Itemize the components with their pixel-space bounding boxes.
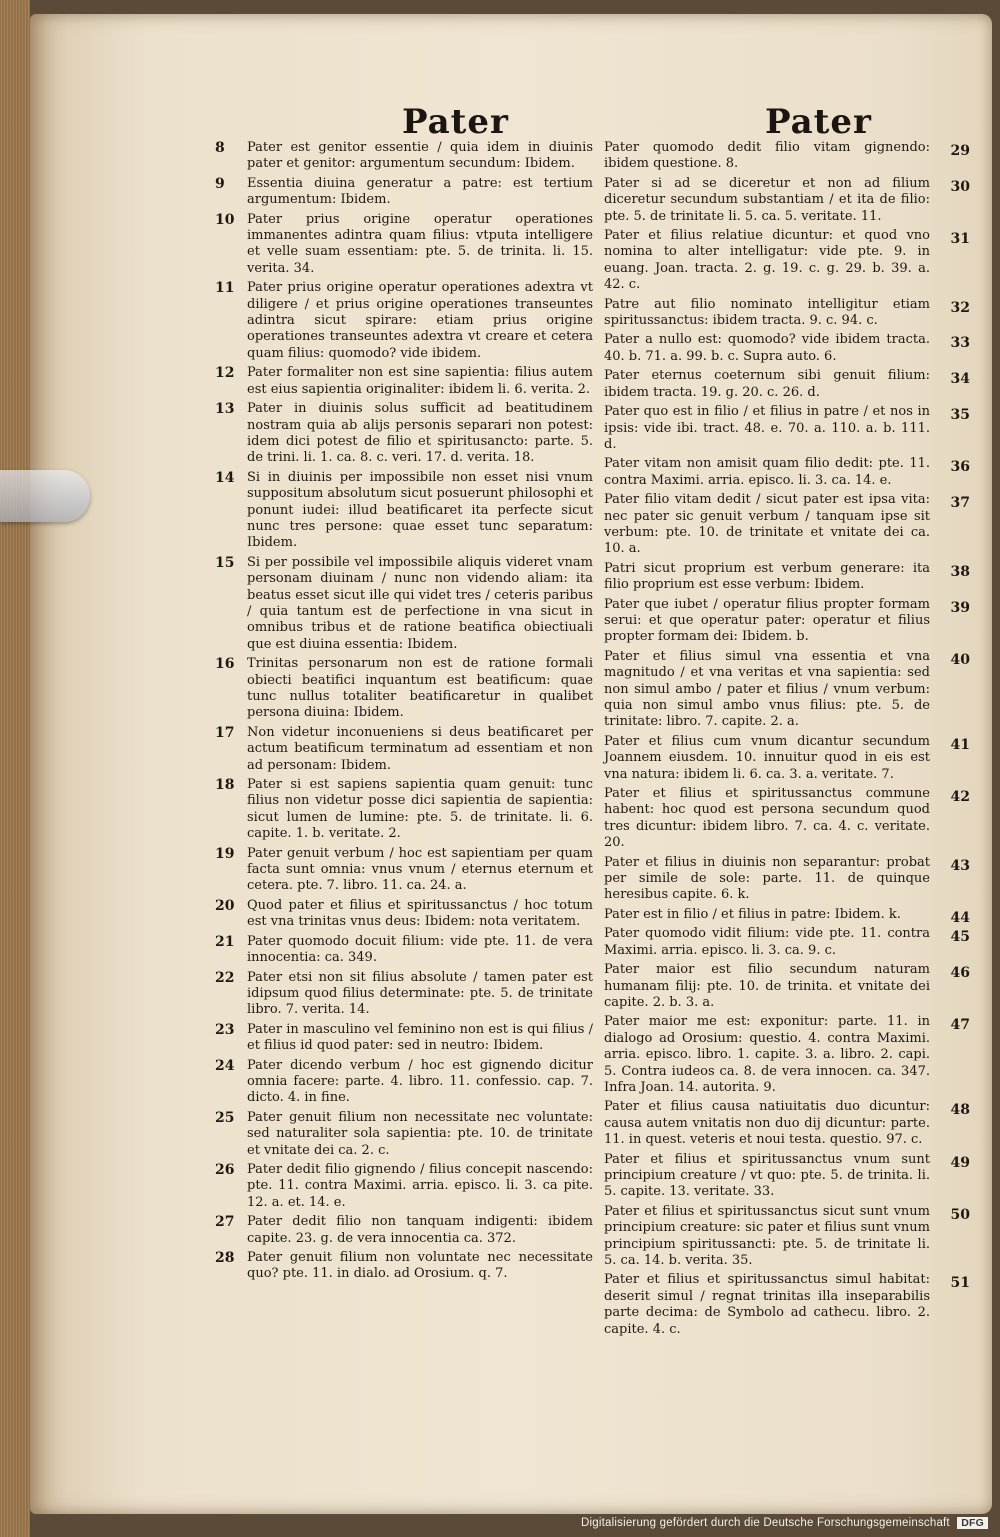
entry-number: 27 bbox=[215, 1214, 235, 1231]
entry-number: 21 bbox=[215, 933, 235, 950]
entry-text: Pater que iubet / operatur filius propter formam serui: et que operatur pater: operatur et filius propter formam dei: Ibidem. b. bbox=[604, 596, 930, 645]
entry-number: 49 bbox=[950, 1154, 970, 1171]
entry-text: Pater est in filio / et filius in patre: Ibidem. k. bbox=[604, 906, 901, 922]
index-entry bbox=[215, 656, 593, 722]
index-entry bbox=[215, 1022, 593, 1055]
entry-text: Pater et filius causa natiuitatis duo dicuntur: causa autem vnitatis non duo dij dicuntur: parte. 11. in quest. veteris et noui testa. questio. 97. c. bbox=[604, 1099, 930, 1148]
index-entry bbox=[600, 456, 970, 489]
index-entry bbox=[600, 1152, 970, 1201]
entry-number: 44 bbox=[950, 909, 970, 926]
entry-text: Pater quomodo docuit filium: vide pte. 11. de vera innocentia: ca. 349. bbox=[247, 933, 593, 966]
index-entry bbox=[215, 212, 593, 278]
entry-text: Non videtur inconueniens si deus beatificaret per actum beatificum terminatum ad essentiam et non ad personam: Ibidem. bbox=[247, 724, 593, 773]
entry-number: 32 bbox=[950, 299, 970, 316]
entry-number: 51 bbox=[950, 1275, 970, 1292]
entry-text: Pater et filius in diuinis non separantur: probat per simile de sole: parte. 11. de quinque heresibus capite. 6. k. bbox=[604, 854, 930, 903]
index-entry bbox=[215, 898, 593, 931]
entry-number: 10 bbox=[215, 211, 235, 228]
entry-text: Pater et filius simul vna essentia et vna magnitudo / et vna veritas et vna sapientia: sed non simul ambo / pater et filius / vnum verbum: quia non simul ambo vnus filius: pte. 5. de trinitate: libro. 7. capite. 2. a. bbox=[604, 648, 930, 730]
entry-number: 42 bbox=[950, 789, 970, 806]
entry-text: Pater est genitor essentie / quia idem in diuinis pater et genitor: argumentum secundum: Ibidem. bbox=[247, 140, 593, 172]
right-column bbox=[600, 140, 970, 1341]
entry-text: Si in diuinis per impossibile non esset nisi vnum suppositum absolutum sicut posuerunt philosophi et ponunt iudei: illud beatificaret ita perfecte sicut nunc tres persone: quae esset tunc separatum: Ibidem. bbox=[247, 469, 593, 551]
index-entry bbox=[215, 1162, 593, 1211]
dfg-logo: DFG bbox=[957, 1517, 988, 1529]
page-clip bbox=[0, 470, 90, 522]
book-page-edge bbox=[0, 0, 30, 1537]
entry-text: Pater in diuinis solus sufficit ad beatitudinem nostram quia ab alijs personis separari non potest: idem dici potest de filio et spiritusancto: parte. 5. de trini. li. 1. ca. 8. c. veri. 17. d. verita. 18. bbox=[247, 401, 593, 466]
index-entry bbox=[600, 962, 970, 1011]
entry-text: Pater et filius et spiritussanctus simul habitat: deserit simul / regnat trinitas illa inseparabilis parte decima: de Symbolo ad cathecu. libro. 2. capite. 4. c. bbox=[604, 1272, 930, 1337]
entry-text: Pater eternus coeternum sibi genuit filium: ibidem tracta. 19. g. 20. c. 26. d. bbox=[604, 368, 930, 400]
index-entry bbox=[600, 228, 970, 294]
index-entry bbox=[215, 140, 593, 173]
entry-text: Pater et filius et spiritussanctus sicut sunt vnum principium creature: sic pater et filius sunt vnum principium spiritussancti: pte. 5. de trinitate li. 5. ca. 14. b. verita. 35. bbox=[604, 1203, 930, 1268]
entry-text: Pater quomodo vidit filium: vide pte. 11. contra Maximi. arria. episco. li. 3. ca. 9. c. bbox=[604, 926, 930, 958]
entry-text: Pater prius origine operatur operationes immanentes adintra quam filius: vtputa intelligere et velle suam essentiam: pte. 5. de trinita. li. 15. verita. 34. bbox=[247, 211, 593, 276]
index-entry bbox=[215, 1214, 593, 1247]
entry-text: Pater si est sapiens sapientia quam genuit: tunc filius non videtur posse dici sapientia de sapientia: sicut lumen de lumine: pte. 5. de trinitate. li. 6. capite. 1. b. veritate. 2. bbox=[247, 777, 593, 842]
index-entry bbox=[600, 649, 970, 731]
entry-text: Pater vitam non amisit quam filio dedit: pte. 11. contra Maximi. arria. episco. li. 3. ca. 14. e. bbox=[604, 456, 930, 488]
entry-number: 40 bbox=[950, 651, 970, 668]
entry-text: Pater in masculino vel feminino non est is qui filius / et filius id quod pater: sed in neutro: Ibidem. bbox=[247, 1021, 593, 1054]
entry-number: 35 bbox=[950, 407, 970, 424]
entry-number: 46 bbox=[950, 965, 970, 982]
index-entry bbox=[600, 734, 970, 783]
entry-number: 13 bbox=[215, 401, 235, 418]
index-entry bbox=[215, 401, 593, 467]
index-entry bbox=[600, 597, 970, 646]
index-entry bbox=[215, 1250, 593, 1283]
entry-text: Pater maior est filio secundum naturam humanam filij: pte. 10. de trinita. et vnitate dei capite. 2. b. 3. a. bbox=[604, 962, 930, 1010]
entry-text: Pater et filius cum vnum dicantur secundum Joannem eiusdem. 10. innuitur quod in eis est vna natura: ibidem li. 6. ca. 3. a. veritate. 7. bbox=[604, 733, 930, 782]
index-entry bbox=[600, 1204, 970, 1270]
index-entry bbox=[600, 297, 970, 330]
index-entry bbox=[215, 176, 593, 209]
entry-number: 31 bbox=[950, 231, 970, 248]
entry-number: 30 bbox=[950, 178, 970, 195]
index-entry bbox=[600, 492, 970, 558]
entry-number: 25 bbox=[215, 1109, 235, 1126]
entry-text: Pater formaliter non est sine sapientia: filius autem est eius sapientia originaliter: ibidem li. 6. verita. 2. bbox=[247, 365, 593, 397]
entry-number: 20 bbox=[215, 897, 235, 914]
index-entry bbox=[215, 555, 593, 653]
entry-number: 26 bbox=[215, 1161, 235, 1178]
entry-text: Pater prius origine operatur operationes adextra vt diligere / et prius origine operationes transeuntes adintra sicut spirare: etiam prius origine operationes transeuntes adextra vt creare et cetera quam filius: quomodo? vide ibidem. bbox=[247, 280, 593, 361]
index-entry bbox=[600, 926, 970, 959]
index-entry bbox=[215, 725, 593, 774]
entry-number: 36 bbox=[950, 459, 970, 476]
index-entry bbox=[600, 1014, 970, 1096]
entry-text: Pater quo est in filio / et filius in patre / et nos in ipsis: vide ibi. tract. 48. e. 70. a. 110. a. b. 111. d. bbox=[604, 404, 930, 452]
entry-text: Pater etsi non sit filius absolute / tamen pater est idipsum quod filius determinate: pte. 5. de trinitate libro. 7. verita. 14. bbox=[247, 969, 593, 1018]
index-entry bbox=[215, 846, 593, 895]
index-entry bbox=[600, 786, 970, 852]
index-entry bbox=[215, 1058, 593, 1107]
entry-number: 45 bbox=[950, 929, 970, 946]
index-entry bbox=[215, 365, 593, 398]
index-entry bbox=[215, 934, 593, 967]
entry-text: Si per possibile vel impossibile aliquis videret vnam personam diuinam / nunc non videndo aliam: ita beatus esset sicut ille qui videt tres / ceteris paribus / quia tantum est de perfectione in vna sicut in omnibus tribus et de ratione beatifica obiectiuali que est diuina essentia: Ibidem. bbox=[247, 554, 593, 652]
index-entry bbox=[600, 1272, 970, 1338]
entry-number: 12 bbox=[215, 365, 235, 382]
entry-number: 14 bbox=[215, 469, 235, 486]
entry-number: 47 bbox=[950, 1017, 970, 1034]
entry-text: Patre aut filio nominato intelligitur etiam spiritussanctus: ibidem tracta. 9. c. 94. c. bbox=[604, 296, 930, 329]
entry-text: Trinitas personarum non est de ratione formali obiecti beatifici inquantum est beatificum: quae tunc nullus totaliter beatificaretur in qualibet persona diuina: Ibidem. bbox=[247, 656, 593, 721]
entry-number: 28 bbox=[215, 1250, 235, 1266]
index-entry bbox=[215, 1110, 593, 1159]
index-entry bbox=[600, 368, 970, 401]
index-entry bbox=[215, 970, 593, 1019]
index-entry bbox=[215, 280, 593, 362]
entry-number: 34 bbox=[950, 371, 970, 388]
index-entry bbox=[600, 404, 970, 453]
entry-text: Pater genuit filium non necessitate nec voluntate: sed naturaliter sola sapientia: pte. 10. de trinitate et vnitate dei ca. 2. c. bbox=[247, 1109, 593, 1158]
entry-text: Quod pater et filius et spiritussanctus / hoc totum est vna trinitas vnus deus: Ibidem: nota veritatem. bbox=[247, 897, 593, 930]
index-entry bbox=[600, 140, 970, 173]
index-entry bbox=[600, 561, 970, 594]
index-entry bbox=[600, 176, 970, 225]
entry-number: 29 bbox=[950, 143, 970, 159]
footer-credit-text: Digitalisierung gefördert durch die Deutsche Forschungsgemeinschaft bbox=[581, 1517, 950, 1529]
entry-number: 37 bbox=[950, 495, 970, 512]
right-column-heading: Pater bbox=[765, 102, 872, 142]
entry-number: 11 bbox=[215, 280, 235, 297]
index-entry bbox=[600, 855, 970, 904]
entry-text: Patri sicut proprium est verbum generare: ita filio proprium est esse verbum: Ibidem. bbox=[604, 560, 930, 593]
index-entry bbox=[600, 906, 970, 926]
entry-number: 50 bbox=[950, 1206, 970, 1223]
entry-text: Pater si ad se diceretur et non ad filium diceretur secundum substantiam / et ita de filio: pte. 5. de trinitate li. 5. ca. 5. veritate. 11. bbox=[604, 175, 930, 224]
index-entry bbox=[215, 777, 593, 843]
entry-text: Pater a nullo est: quomodo? vide ibidem tracta. 40. b. 71. a. 99. b. c. Supra auto. 6. bbox=[604, 332, 930, 364]
entry-text: Pater maior me est: exponitur: parte. 11. in dialogo ad Orosium: questio. 4. contra Maximi. arria. episco. libro. 1. capite. 3. a. libro. 2. capi. 5. Contra iudeos ca. 8. de vera innocen. ca. 347. Infra Joan. 14. autorita. 9. bbox=[604, 1014, 930, 1095]
index-entry bbox=[215, 470, 593, 552]
entry-number: 24 bbox=[215, 1057, 235, 1074]
left-column-heading: Pater bbox=[402, 102, 509, 142]
entry-number: 15 bbox=[215, 554, 235, 571]
index-entry bbox=[600, 332, 970, 365]
entry-number: 33 bbox=[950, 335, 970, 352]
entry-number: 22 bbox=[215, 969, 235, 986]
entry-number: 9 bbox=[215, 175, 225, 192]
left-column bbox=[215, 140, 593, 1286]
entry-text: Pater et filius et spiritussanctus vnum sunt principium creature / vt quo: pte. 5. de trinita. li. 5. capite. 13. veritate. 33. bbox=[604, 1151, 930, 1200]
entry-text: Pater dicendo verbum / hoc est gignendo dicitur omnia facere: parte. 4. libro. 11. confessio. cap. 7. dicto. 4. in fine. bbox=[247, 1057, 593, 1106]
entry-number: 18 bbox=[215, 777, 235, 794]
footer-credit bbox=[581, 1517, 988, 1529]
index-entry bbox=[600, 1099, 970, 1148]
entry-text: Pater et filius relatiue dicuntur: et quod vno nomina to alter intelligatur: vide pte. 9. in euang. Joan. tracta. 2. g. 19. c. g. 29. b. 39. a. 42. c. bbox=[604, 228, 930, 293]
entry-text: Pater quomodo dedit filio vitam gignendo: ibidem questione. 8. bbox=[604, 140, 930, 172]
entry-text: Pater dedit filio non tanquam indigenti: ibidem capite. 23. g. de vera innocentia ca. 372. bbox=[247, 1214, 593, 1246]
entry-number: 41 bbox=[950, 736, 970, 753]
entry-text: Pater genuit filium non voluntate nec necessitate quo? pte. 11. in dialo. ad Orosium. q. 7. bbox=[247, 1250, 593, 1282]
entry-text: Pater filio vitam dedit / sicut pater est ipsa vita: nec pater sic genuit verbum / tanquam ipse sit verbum: pte. 10. de trinitate et vnitate dei ca. 10. a. bbox=[604, 492, 930, 557]
entry-text: Essentia diuina generatur a patre: est tertium argumentum: Ibidem. bbox=[247, 175, 593, 208]
entry-number: 19 bbox=[215, 845, 235, 862]
entry-number: 38 bbox=[950, 563, 970, 580]
entry-number: 48 bbox=[950, 1102, 970, 1119]
entry-text: Pater et filius et spiritussanctus commune habent: hoc quod est persona secundum quod tres dicuntur: ibidem libro. 7. ca. 4. c. veritate. 20. bbox=[604, 786, 930, 851]
entry-number: 39 bbox=[950, 599, 970, 616]
entry-number: 16 bbox=[215, 656, 235, 673]
entry-text: Pater dedit filio gignendo / filius concepit nascendo: pte. 11. contra Maximi. arria. episco. li. 3. ca pite. 12. a. et. 14. e. bbox=[247, 1161, 593, 1210]
entry-text: Pater genuit verbum / hoc est sapientiam per quam facta sunt omnia: vnus vnum / eternus eternum et cetera. pte. 7. libro. 11. ca. 24. a. bbox=[247, 845, 593, 894]
entry-number: 8 bbox=[215, 140, 225, 156]
entry-number: 43 bbox=[950, 857, 970, 874]
entry-number: 17 bbox=[215, 724, 235, 741]
entry-number: 23 bbox=[215, 1021, 235, 1038]
